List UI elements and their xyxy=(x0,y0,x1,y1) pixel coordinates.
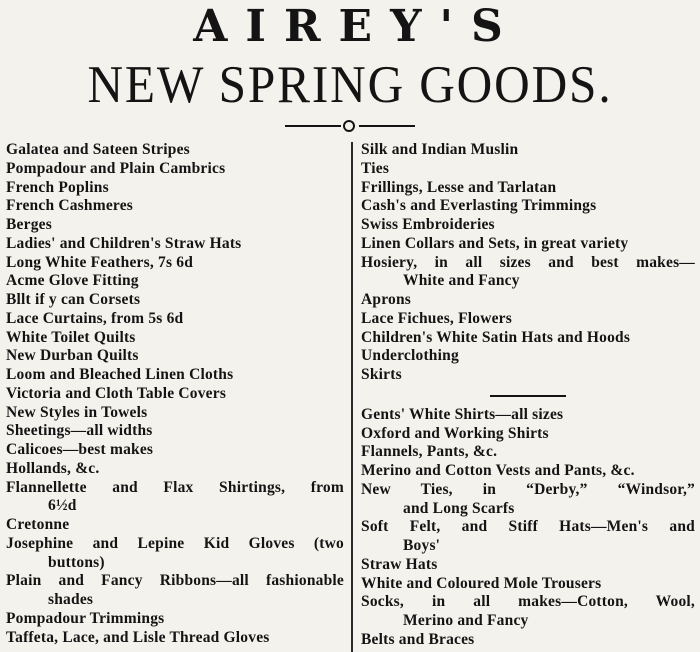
goods-list-item: Calicoes—best makes xyxy=(6,441,154,458)
goods-list-item: Soft Felt, and Stiff Hats—Men's and xyxy=(361,518,695,536)
goods-list-item: Straw Hats xyxy=(361,555,438,573)
goods-list-item: New Durban Quilts xyxy=(6,347,139,365)
goods-list-item: Frillings, Lesse and Tarlatan xyxy=(361,178,557,196)
ornament-line-right xyxy=(359,125,415,127)
goods-list-item: Merino and Cotton Vests and Pants, &c. xyxy=(361,462,635,479)
goods-list-item: Ladies' and Children's Straw Hats xyxy=(6,234,242,252)
goods-list-item: Bllt if y can Corsets xyxy=(6,291,141,308)
goods-list-item-continuation: Boys' xyxy=(403,537,441,554)
left-goods-column xyxy=(6,141,344,647)
goods-list-item: Gents' White Shirts—all sizes xyxy=(361,405,564,423)
goods-list-item: Lace Curtains, from 5s 6d xyxy=(6,309,184,327)
goods-list-item: Linen Collars and Sets, in great variety xyxy=(361,234,629,252)
goods-list-item: Hollands, &c. xyxy=(6,459,100,477)
goods-list-item-continuation: shades xyxy=(48,591,94,608)
goods-list-item: Pompadour and Plain Cambrics xyxy=(6,159,226,177)
goods-list-item: Children's White Satin Hats and Hoods xyxy=(361,328,631,346)
goods-list-item: Loom and Bleached Linen Cloths xyxy=(6,366,234,383)
goods-list-item: French Poplins xyxy=(6,178,109,196)
goods-list-item: New Styles in Towels xyxy=(6,403,148,421)
goods-list-item: Socks, in all makes—Cotton, Wool, xyxy=(361,593,695,611)
goods-list-item: Taffeta, Lace, and Lisle Thread Gloves xyxy=(6,628,270,646)
goods-list-item: Flannellette and Flax Shirtings, from xyxy=(6,478,344,496)
right-goods-list-top xyxy=(361,141,695,385)
goods-list-item: Galatea and Sateen Stripes xyxy=(6,141,190,158)
column-divider xyxy=(351,142,353,652)
goods-list-item-continuation: White and Fancy xyxy=(403,272,520,290)
goods-list-item: Cretonne xyxy=(6,516,70,533)
goods-list-item: White Toilet Quilts xyxy=(6,328,136,346)
goods-list-item: Victoria and Cloth Table Covers xyxy=(6,384,227,402)
goods-list-item: Plain and Fancy Ribbons—all fashionable xyxy=(6,572,344,590)
goods-list-item: Skirts xyxy=(361,366,402,383)
goods-list-item: Lace Fichues, Flowers xyxy=(361,309,512,327)
ornament-line-left xyxy=(285,125,341,127)
goods-list-item: Pompadour Trimmings xyxy=(6,609,165,627)
goods-list-item: Sheetings—all widths xyxy=(6,422,153,440)
goods-list-item: French Cashmeres xyxy=(6,197,134,215)
goods-list-item: Belts and Braces xyxy=(361,630,475,648)
ornamental-rule xyxy=(285,119,415,133)
goods-list-item: Josephine and Lepine Kid Gloves (two xyxy=(6,534,344,552)
goods-list-item: Underclothing xyxy=(361,347,459,365)
right-goods-list-bottom xyxy=(361,406,695,650)
goods-list-item: Flannels, Pants, &c. xyxy=(361,443,498,461)
goods-list-item: Berges xyxy=(6,216,52,233)
right-goods-column xyxy=(361,141,695,650)
goods-list-item: Swiss Embroideries xyxy=(361,216,495,233)
goods-list-item: Hosiery, in all sizes and best makes— xyxy=(361,253,695,271)
store-name-heading: AIREY'S xyxy=(193,1,521,52)
goods-list-item-continuation: Merino and Fancy xyxy=(403,612,529,629)
goods-list-item-continuation: buttons) xyxy=(48,553,105,571)
goods-list-item: Long White Feathers, 7s 6d xyxy=(6,253,194,271)
goods-list-item: Silk and Indian Muslin xyxy=(361,141,519,158)
section-divider-rule xyxy=(490,395,566,397)
advert-headline: NEW SPRING GOODS. xyxy=(87,56,613,114)
goods-list-item: White and Coloured Mole Trousers xyxy=(361,574,602,592)
goods-list-item: Cash's and Everlasting Trimmings xyxy=(361,197,597,215)
ornament-circle-icon xyxy=(343,120,355,132)
goods-list-item: New Ties, in “Derby,” “Windsor,” xyxy=(361,480,695,498)
goods-list-item: Aprons xyxy=(361,291,412,308)
goods-list-item: Acme Glove Fitting xyxy=(6,272,139,290)
goods-list-item: Ties xyxy=(361,159,390,177)
goods-list-item: Oxford and Working Shirts xyxy=(361,424,549,442)
goods-list-item-continuation: 6½d xyxy=(48,497,77,515)
goods-list-item-continuation: and Long Scarfs xyxy=(403,499,515,517)
